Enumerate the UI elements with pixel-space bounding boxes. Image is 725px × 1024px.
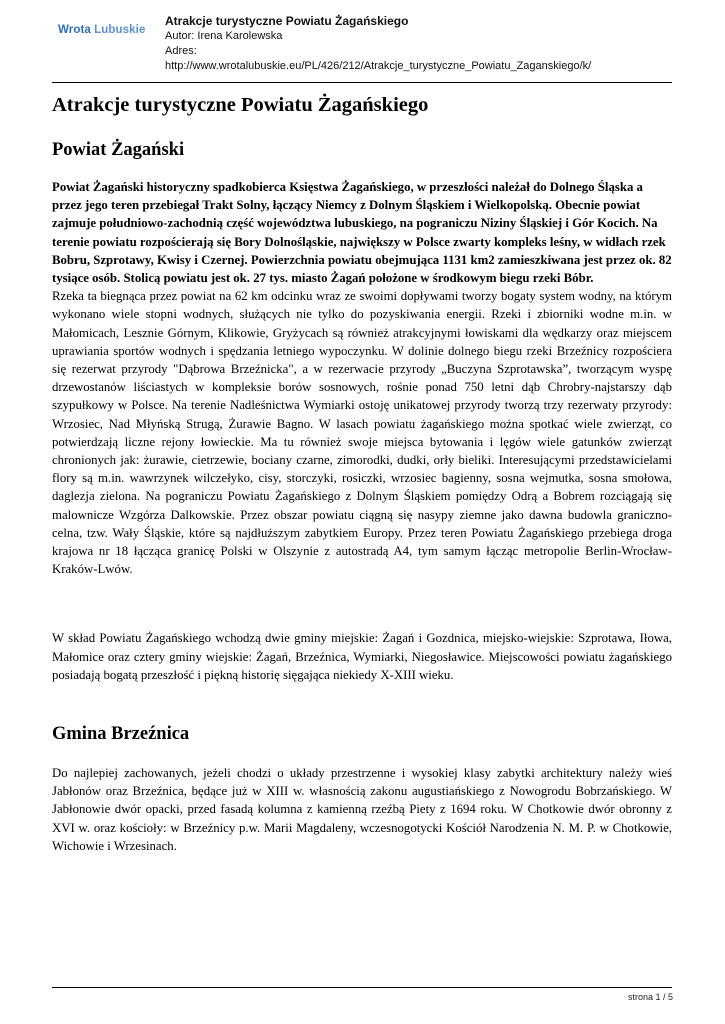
header-divider bbox=[52, 82, 672, 83]
page-number: strona 1 / 5 bbox=[627, 992, 673, 1002]
article-title: Atrakcje turystyczne Powiatu Żagańskiego bbox=[52, 94, 429, 116]
section-heading-brzeznica: Gmina Brzeźnica bbox=[52, 724, 190, 745]
lead-paragraph: Powiat Żagański historyczny spadkobierca Księstwa Żagańskiego, w przeszłości należał do Dolnego Śląska a przez jego teren przebiegał Trakt Solny, łączący Niemcy z Dolnym Śląskiem i Wielkopolską. Obecnie powiat zajmuje południowo-zachodnią część województwa lubuskiego, na pograniczu Niziny Śląskiej i Gór Kocich. Na terenie powiatu rozpościerają się Bory Dolnośląskie, największy w Polsce zwarty kompleks leśny, w widłach rzek Bobru, Szprotawy, Kwisy i Czernej. Powierzchnia powiatu obejmująca 1131 km2 zamieszkiwana jest przez ok. 82 tysiące osób. Stolicą powiatu jest ok. 27 tys. miasto Żagań położone w środkowym biegu rzeki Bóbr. bbox=[52, 180, 672, 286]
logo-word-2: Lubuskie bbox=[94, 24, 146, 36]
footer-divider bbox=[52, 987, 672, 988]
paragraph-rivers-nature: Rzeka ta biegnąca przez powiat na 62 km odcinku wraz ze swoimi dopływami tworzy bogaty system wodny, na którym wykonano wiele stopni wodnych, służących nie tylko do pozyskiwania energii. Rzeki i zbiorniki wodne m.in. w Małomicach, Lesznie Górnym, Klikowie, Gryżycach są również atrakcyjnymi łowiskami dla wędkarzy oraz miejscem uprawiania sportów wodnych i spędzania letniego wypoczynku. W dolinie dolnego biegu rzeki Brzeźnicy rozpościera się rezerwat przyrody "Dąbrowa Brzeźnicka", a w rezerwacie przyrody „Buczyna Szprotawska”, tworzącym wyspę drzewostanów liściastych w kompleksie borów sosnowych, rośnie ponad 750 letni dąb Chrobry-najstarszy dąb szypułkowy w Polsce. Na terenie Nadleśnictwa Wymiarki ostoję unikatowej przyrody tworzą trzy rezerwaty przyrody: Wrzosiec, Nad Młyńską Strugą, Żurawie Bagno. W lasach powiatu żagańskiego można spotkać wiele zwierząt, co potwierdzają liczne rejony łowieckie. Ma tu również swoje miejsca bytowania i lęgów wiele gatunków zwierząt chronionych jak: żurawie, cietrzewie, bociany czarne, zimorodki, dudki, orły bieliki. Interesującymi przedstawicielami flory są m.in. wawrzynek wilczełyko, cisy, storczyki, rosiczki, wrzosiec bagienny, sosna wejmutka, sosna smołowa, daglezja zielona. Na pograniczu Powiatu Żagańskiego z Dolnym Śląskiem pomiędzy Odrą a Bobrem rozciągają się malownicze Wzgórza Dalkowskie. Przez obszar powiatu ciągną się nasypy ziemne jako dawna budowla graniczno-celna, tzw. Wały Śląskie, które są najdłuższym zabytkiem Europy. Przez teren Powiatu Żagańskiego przebiega droga krajowa nr 18 łącząca granicę Polski w Olszynie z autostradą A4, tym samym łącząc metropolie Berlin-Wrocław-Kraków-Lwów. bbox=[52, 289, 672, 577]
header-meta bbox=[165, 14, 675, 74]
wrota-lubuskie-logo bbox=[58, 24, 145, 36]
article-body bbox=[52, 92, 672, 855]
paragraph-brzeznica: Do najlepiej zachowanych, jeżeli chodzi o układy przestrzenne i wysokiej klasy zabytki architektury należy wieś Jabłonów oraz Brzeźnica, będące już w XIII w. własnością zakonu augustiańskiego z Nowogrodu Bobrzańskiego. W Jabłonowie dwór opacki, przed fasadą kolumna z kamienną rzeźbą Piety z 1694 roku. W Chotkowie dwór obronny z XVI w. oraz kościoły: w Brzeźnicy p.w. Marii Magdaleny, wczesnogotycki Kościół Narodzenia N. M. P. w Chotkowie, Wichowie i Wrzesinach. bbox=[52, 766, 672, 853]
header-title: Atrakcje turystyczne Powiatu Żagańskiego bbox=[165, 14, 409, 28]
section-heading-powiat: Powiat Żagański bbox=[52, 140, 185, 160]
document-header bbox=[52, 14, 672, 80]
header-author: Autor: Irena Karolewska bbox=[165, 30, 283, 42]
header-url[interactable]: http://www.wrotalubuskie.eu/PL/426/212/Atrakcje_turystyczne_Powiatu_Zaganskiego/k/ bbox=[165, 60, 592, 72]
paragraph-municipalities: W skład Powiatu Żagańskiego wchodzą dwie gminy miejskie: Żagań i Gozdnica, miejsko-wiejskie: Szprotawa, Iłowa, Małomice oraz cztery gminy wiejskie: Żagań, Brzeźnica, Wymiarki, Niegosławice. Miejscowości powiatu żagańskiego posiadają bogatą przeszłość i piękną historię sięgająca niekiedy X-XIII wieku. bbox=[52, 631, 672, 682]
logo-word-1: Wrota bbox=[58, 24, 91, 36]
header-address-label: Adres: bbox=[165, 45, 197, 57]
